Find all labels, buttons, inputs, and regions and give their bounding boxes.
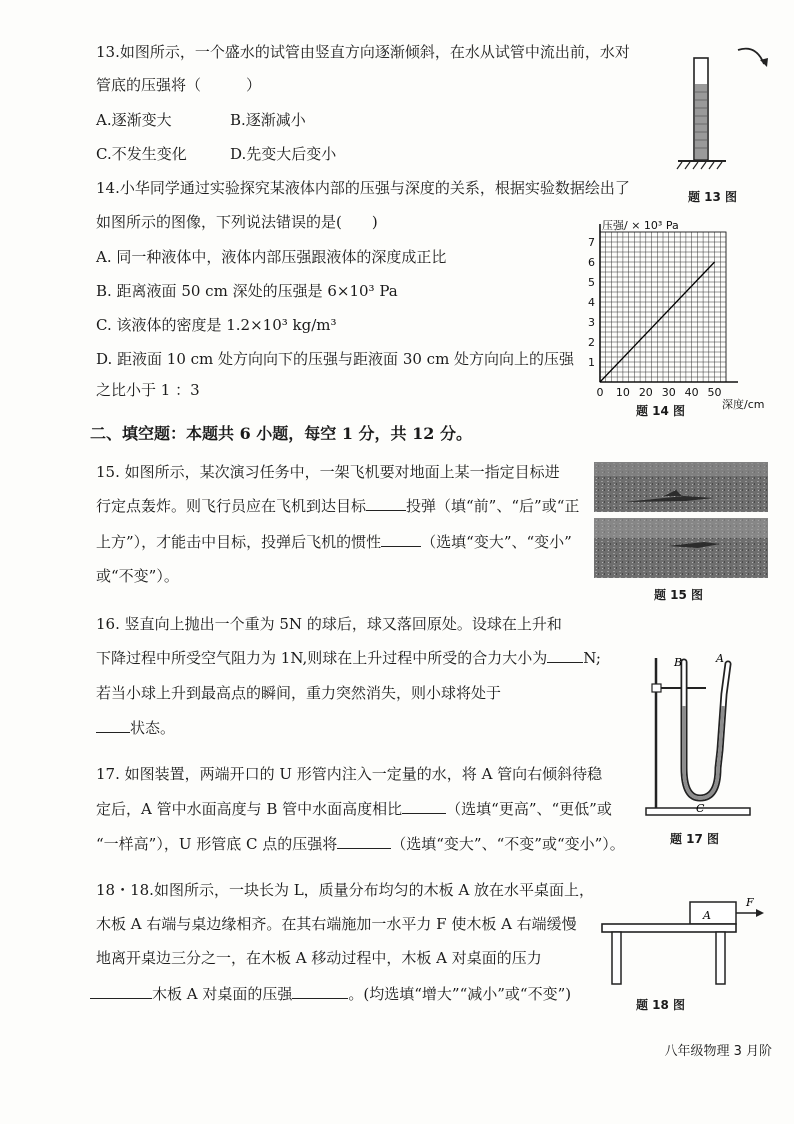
q15-line4: 或“不变”）。 — [96, 567, 179, 585]
board-a — [690, 902, 736, 924]
q13-option-a: A.逐渐变大 — [96, 111, 172, 129]
q14-option-c: C. 该液体的密度是 1.2×10³ kg/m³ — [96, 316, 337, 334]
chart-y-label: 压强/ × 10³ Pa — [602, 219, 679, 232]
q17-line2-text-a: 定后，A 管中水面高度与 B 管中水面高度相比 — [96, 800, 403, 818]
q17-answer-blank-1[interactable] — [402, 799, 446, 814]
y-tick-label: 2 — [588, 336, 595, 349]
q14-caption: 题 14 图 — [636, 404, 686, 418]
q18-line2: 木板 A 右端与桌边缘相齐。在其右端施加一水平力 F 使木板 A 右端缓慢 — [96, 915, 577, 933]
q16-line4-text: 状态。 — [130, 719, 176, 737]
q13-line2: 管底的压强将（ ） — [96, 76, 262, 94]
table-leg-left — [612, 932, 621, 984]
q16-answer-blank-2[interactable] — [96, 718, 130, 733]
q18-line4 — [90, 984, 571, 1004]
q18-caption: 题 18 图 — [636, 998, 686, 1012]
q17-u-tube-figure — [640, 650, 760, 822]
q16-line2-text-a: 下降过程中所受空气阻力为 1N,则球在上升过程中所受的合力大小为 — [96, 649, 548, 667]
q15-line3-text-a: 上方”），才能击中目标，投弹后飞机的惯性 — [96, 533, 382, 551]
q16-line4 — [96, 718, 175, 738]
q14-option-d-line2: 之比小于 1 ：3 — [96, 381, 200, 399]
q18-board-table-figure — [598, 892, 766, 988]
q15-answer-blank-1[interactable] — [366, 496, 406, 511]
q13-option-d: D.先变大后变小 — [230, 145, 337, 163]
x-tick-label: 10 — [615, 386, 630, 399]
q15-line2-text-b: 投弹（填“前”、“后”或“正 — [406, 497, 580, 515]
x-tick-label: 40 — [684, 386, 699, 399]
q16-answer-blank-1[interactable] — [547, 648, 583, 663]
q17-caption: 题 17 图 — [670, 832, 720, 846]
q13-option-c: C.不发生变化 — [96, 145, 187, 163]
q13-option-b: B.逐渐减小 — [230, 111, 306, 129]
tilt-arrow-icon — [738, 49, 764, 64]
q16-line2-text-b: N; — [583, 649, 601, 667]
q17-line3-text-a: “一样高”），U 形管底 C 点的压强将 — [96, 835, 338, 853]
q16-line2 — [96, 648, 601, 668]
q15-answer-blank-2[interactable] — [381, 532, 421, 547]
chart-x-label: 深度/cm — [722, 398, 765, 411]
q15-airplane-photos — [594, 462, 768, 578]
y-tick-label: 5 — [588, 276, 595, 289]
page-footer: 八年级物理 3 月阶 — [664, 1044, 772, 1059]
q14-option-a: A. 同一种液体中，液体内部压强跟液体的深度成正比 — [96, 248, 447, 266]
q17-line1: 17. 如图装置，两端开口的 U 形管内注入一定量的水，将 A 管向右倾斜待稳 — [96, 765, 603, 783]
q16-line3: 若当小球上升到最高点的瞬间，重力突然消失，则小球将处于 — [96, 684, 502, 702]
q18-line3: 地离开桌边三分之一，在木板 A 移动过程中，木板 A 对桌面的压力 — [96, 949, 542, 967]
y-tick-label: 4 — [588, 296, 595, 309]
y-tick-label: 7 — [588, 236, 595, 249]
q18-line1: 18・18.如图所示，一块长为 L，质量分布均匀的木板 A 放在水平桌面上， — [96, 881, 595, 899]
q17-line2 — [96, 799, 612, 819]
label-b: B — [674, 656, 683, 669]
label-a: A — [703, 909, 711, 922]
q13-line1: 13.如图所示，一个盛水的试管由竖直方向逐渐倾斜，在水从试管中流出前，水对 — [96, 43, 630, 61]
q17-line3 — [96, 834, 625, 854]
label-f: F — [746, 896, 754, 909]
x-tick-label: 0 — [596, 386, 604, 399]
q18-answer-blank-1[interactable] — [90, 984, 152, 999]
q14-option-d-line1: D. 距液面 10 cm 处方向向下的压强与距液面 30 cm 处方向向上的压强 — [96, 350, 575, 368]
q14-line2: 如图所示的图像，下列说法错误的是( ) — [96, 213, 378, 231]
q15-line1: 15. 如图所示，某次演习任务中，一架飞机要对地面上某一指定目标进 — [96, 463, 560, 481]
q17-answer-blank-2[interactable] — [337, 834, 391, 849]
q17-line2-text-b: （选填“更高”、“更低”或 — [446, 800, 612, 818]
q15-line2-text-a: 行定点轰炸。则飞行员应在飞机到达目标 — [96, 497, 367, 515]
x-tick-label: 50 — [707, 386, 722, 399]
label-a: A — [716, 652, 724, 665]
q18-answer-blank-2[interactable] — [292, 984, 348, 999]
chart-grid — [600, 232, 726, 382]
table-leg-right — [716, 932, 725, 984]
q15-line3-text-b: （选填“变大”、“变小” — [421, 533, 572, 551]
q14-line1: 14.小华同学通过实验探究某液体内部的压强与深度的关系，根据实验数据绘出了 — [96, 179, 630, 197]
section-heading: 二、填空题：本题共 6 小题，每空 1 分，共 12 分。 — [90, 424, 472, 443]
y-tick-label: 6 — [588, 256, 595, 269]
q14-option-b: B. 距离液面 50 cm 深处的压强是 6×10³ Pa — [96, 282, 398, 300]
table-top — [602, 924, 736, 932]
q18-line4-text-b: 。(均选填“增大”“减小”或“不变”) — [348, 985, 572, 1003]
y-tick-label: 3 — [588, 316, 595, 329]
y-tick-label: 1 — [588, 356, 595, 369]
x-tick-label: 30 — [661, 386, 676, 399]
q15-caption: 题 15 图 — [654, 588, 704, 602]
q13-test-tube-figure — [672, 40, 772, 180]
q18-line4-text-a: 木板 A 对桌面的压强 — [152, 985, 293, 1003]
q15-line3 — [96, 532, 572, 552]
q17-line3-text-b: （选填“变大”、“不变”或“变小”）。 — [391, 835, 625, 853]
label-c: C — [696, 802, 705, 815]
q16-line1: 16. 竖直向上抛出一个重为 5N 的球后，球又落回原处。设球在上升和 — [96, 615, 562, 633]
x-tick-label: 20 — [638, 386, 653, 399]
q15-line2 — [96, 496, 579, 516]
q13-caption: 题 13 图 — [688, 190, 738, 204]
